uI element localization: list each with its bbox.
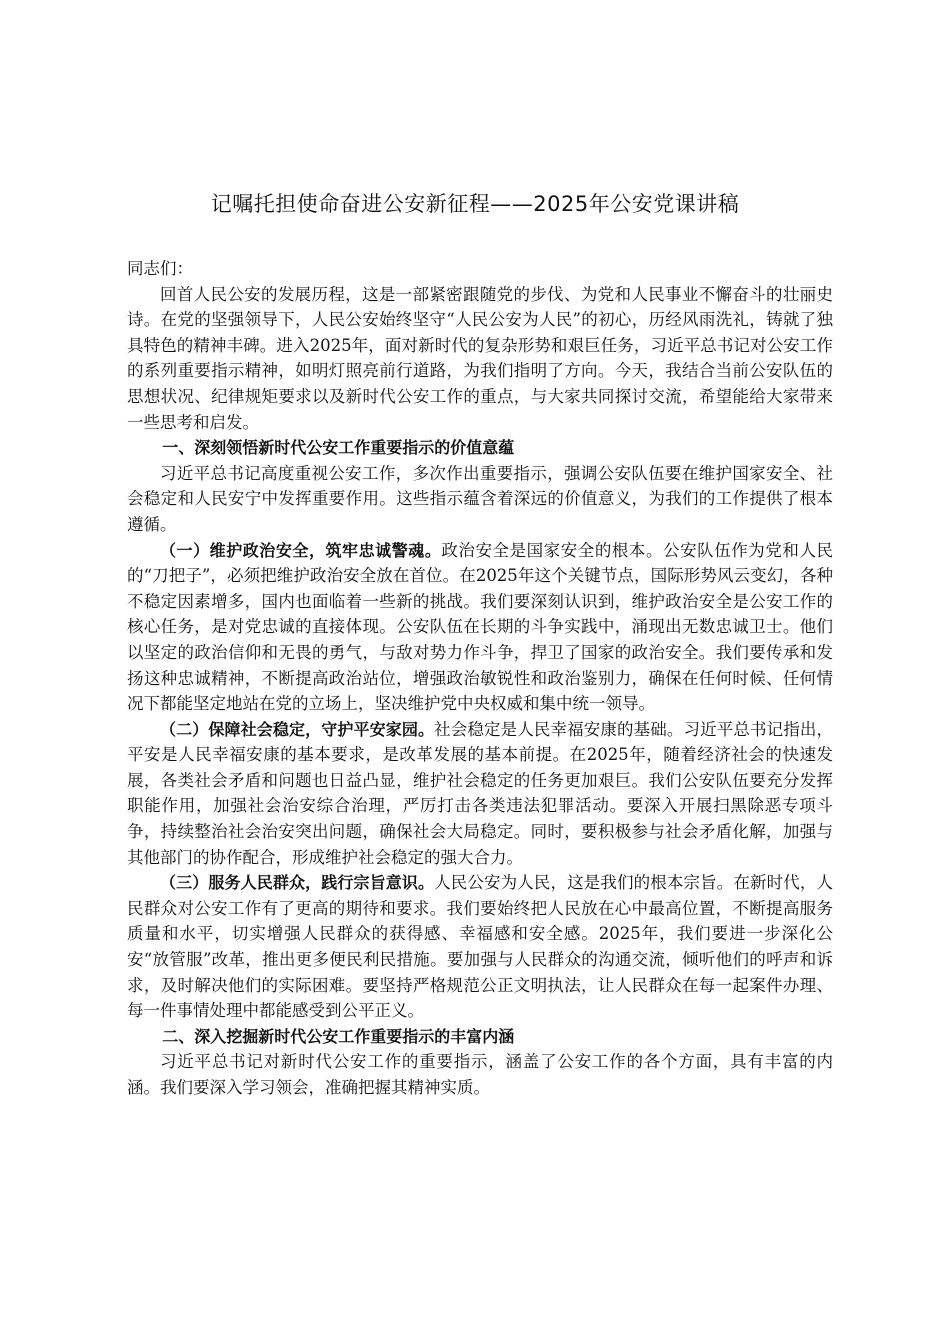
document-body [127,256,833,1101]
section-1-item-3-text: 人民公安为人民，这是我们的根本宗旨。在新时代，人民群众对公安工作有了更高的期待和要求。我们要始终把人民放在心中最高位置，不断提高服务质量和水平，切实增强人民群众的获得感、幸福感和安全感。2025年，我们要进一步深化公安“放管服”改革，推出更多便民利民措施。要加强与人民群众的沟通交流，倾听他们的呼声和诉求，及时解决他们的实际困难。要坚持严格规范公正文明执法，让人民群众在每一起案件办理、每一件事情处理中都能感受到公平正义。 [127,873,833,1021]
section-1-intro: 习近平总书记高度重视公安工作，多次作出重要指示，强调公安队伍要在维护国家安全、社会稳定和人民安宁中发挥重要作用。这些指示蕴含着深远的价值意义，为我们的工作提供了根本遵循。 [127,463,833,534]
intro-paragraph: 回首人民公安的发展历程，这是一部紧密跟随党的步伐、为党和人民事业不懈奋斗的壮丽史诗。在党的坚强领导下，人民公安始终坚守“人民公安为人民”的初心，历经风雨洗礼，铸就了独具特色的精神丰碑。进入2025年，面对新时代的复杂形势和艰巨任务，习近平总书记对公安工作的系列重要指示精神，如明灯照亮前行道路，为我们指明了方向。今天，我结合当前公安队伍的思想状况、纪律规矩要求以及新时代公安工作的重点，与大家共同探讨交流，希望能给大家带来一些思考和启发。 [127,284,833,432]
section-1-item-1 [127,538,833,717]
section-1-item-2-lead: （二）保障社会稳定，守护平安家园。 [160,719,435,739]
section-2-heading: 二、深入挖掘新时代公安工作重要指示的丰富内涵 [162,1026,515,1046]
salutation: 同志们： [127,259,193,278]
section-1-item-1-lead: （一）维护政治安全，筑牢忠诚警魂。 [160,540,442,560]
section-1-item-2-text: 社会稳定是人民幸福安康的基础。习近平总书记指出，平安是人民幸福安康的基本要求，是改革发展的基本前提。在2025年，随着经济社会的快速发展，各类社会矛盾和问题也日益凸显，维护社会稳定的任务更加艰巨。我们公安队伍要充分发挥职能作用，加强社会治安综合治理，严厉打击各类违法犯罪活动。要深入开展扫黑除恶专项斗争，持续整治社会治安突出问题，确保社会大局稳定。同时，要积极参与社会矛盾化解，加强与其他部门的协作配合，形成维护社会稳定的强大合力。 [127,719,833,867]
section-1-heading: 一、深刻领悟新时代公安工作重要指示的价值意蕴 [162,438,515,458]
section-1-item-3 [127,870,833,1024]
section-1-item-3-lead: （三）服务人民群众，践行宗旨意识。 [160,873,435,893]
document-title: 记嘱托担使命奋进公安新征程——2025年公安党课讲稿 [210,192,740,216]
section-1-item-2 [127,717,833,871]
section-2-intro: 习近平总书记对新时代公安工作的重要指示，涵盖了公安工作的各个方面，具有丰富的内涵。我们要深入学习领会，准确把握其精神实质。 [127,1052,833,1097]
section-1-item-1-text: 政治安全是国家安全的根本。公安队伍作为党和人民的“刀把子”，必须把维护政治安全放在首位。在2025年这个关键节点，国际形势风云变幻，各种不稳定因素增多，国内也面临着一些新的挑战。我们要深刻认识到，维护政治安全是公安工作的核心任务，是对党忠诚的直接体现。公安队伍在长期的斗争实践中，涌现出无数忠诚卫士。他们以坚定的政治信仰和无畏的勇气，与敌对势力作斗争，捍卫了国家的政治安全。我们要传承和发扬这种忠诚精神，不断提高政治站位，增强政治敏锐性和政治鉴别力，确保在任何时候、任何情况下都能坚定地站在党的立场上，坚决维护党中央权威和集中统一领导。 [127,540,833,714]
